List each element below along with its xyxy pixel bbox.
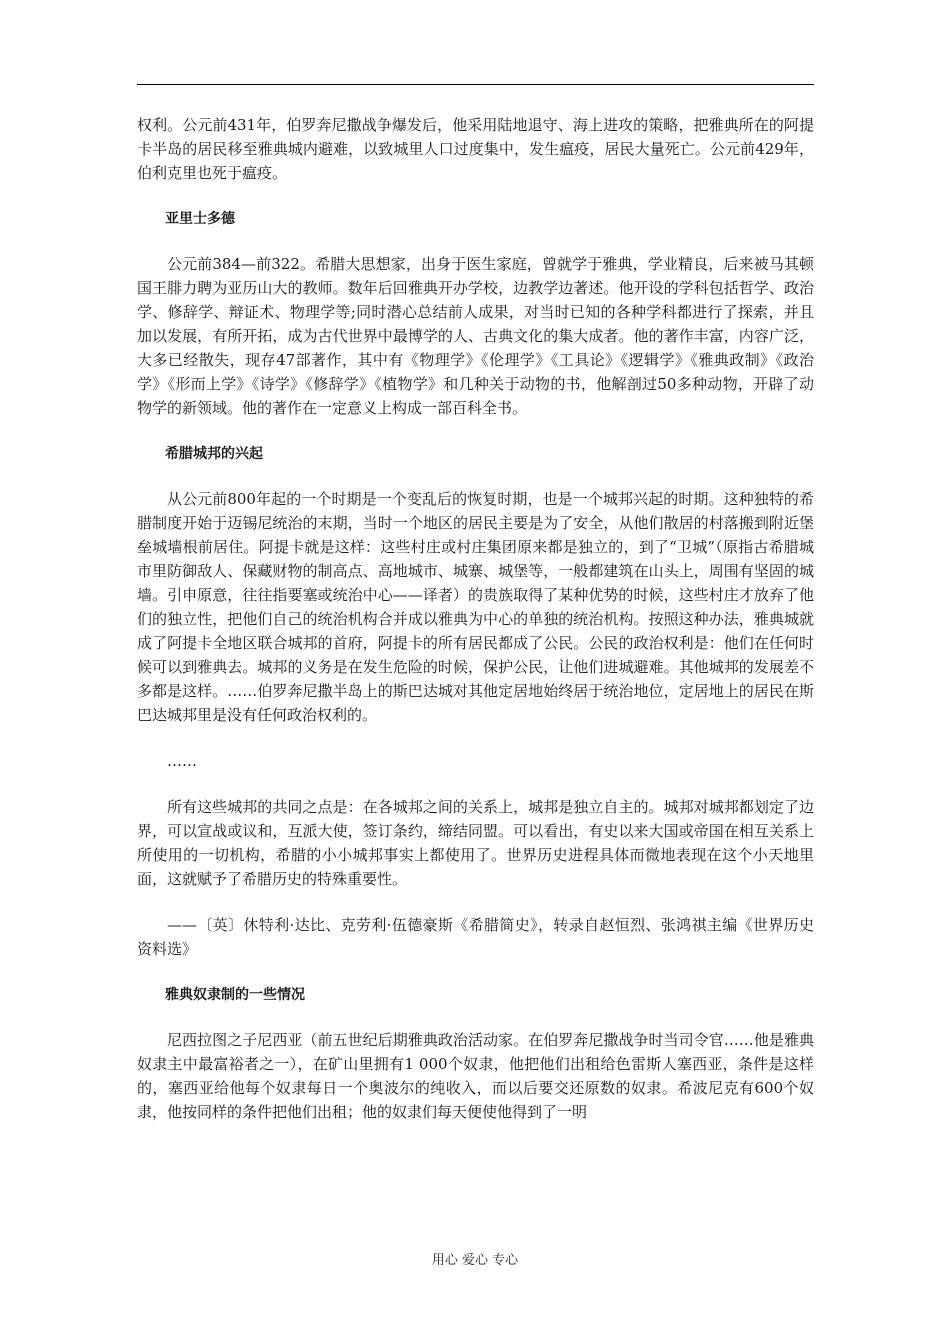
ellipsis-separator: …… [167, 752, 197, 770]
heading-city-states: 希腊城邦的兴起 [165, 446, 263, 462]
page-body [137, 113, 814, 1146]
paragraph-common-points: 所有这些城邦的共同之点是：在各城邦之间的关系上，城邦是独立自主的。城邦对城邦都划定了边界，可以宣战或议和，互派大使，签订条约，缔结同盟。可以看出，有史以来大国或帝国在相互关系上所使用的一切机构，希腊的小小城邦事实上都使用了。世界历史进程具体而微地表现在这个小天地里面，这就赋予了希腊历史的特殊重要性。 [137, 798, 814, 888]
paragraph-city-states: 从公元前800年起的一个时期是一个变乱后的恢复时期，也是一个城邦兴起的时期。这种独特的希腊制度开始于迈锡尼统治的末期，当时一个地区的居民主要是为了安全，从他们散居的村落搬到附近堡垒城墙根前居住。阿提卡就是这样：这些村庄或村庄集团原来都是独立的，到了“卫城”（原指古希腊城市里防御敌人、保藏财物的制高点、高地城市、城寨、城堡等，一般都建筑在山头上，周围有坚固的城墙。引申原意，往往指要塞或统治中心——译者）的贵族取得了某种优势的时候，这些村庄才放弃了他们的独立性，把他们自己的统治机构合并成以雅典为中心的单独的统治机构。按照这种办法，雅典城就成了阿提卡全地区联合城邦的首府，阿提卡的所有居民都成了公民。公民的政治权利是：他们在任何时候可以到雅典去。城邦的义务是在发生危险的时候，保护公民，让他们进城避难。其他城邦的发展差不多都是这样。……伯罗奔尼撒半岛上的斯巴达城对其他定居地始终居于统治地位，定居地上的居民在斯巴达城邦里是没有任何政治权利的。 [137, 490, 814, 724]
paragraph-slavery: 尼西拉图之子尼西亚（前五世纪后期雅典政治活动家。在伯罗奔尼撒战争时当司令官……他是雅典奴隶主中最富裕者之一），在矿山里拥有1 000个奴隶，他把他们出租给色雷斯人塞西亚，条件是这样的，塞西亚给他每个奴隶每日一个奥波尔的纯收入，而以后要交还原数的奴隶。希波尼克有600个奴隶，他按同样的条件把他们出租；他的奴隶们每天便使他得到了一明 [137, 1031, 814, 1121]
paragraph-citation: ——〔英〕休特利·达比、克劳利·伍德豪斯《希腊简史》，转录自赵恒烈、张鸿祺主编《世界历史资料选》 [137, 916, 814, 958]
header-rule [137, 84, 814, 85]
heading-slavery: 雅典奴隶制的一些情况 [165, 987, 305, 1003]
paragraph-aristotle: 公元前384—前322。希腊大思想家，出身于医生家庭，曾就学于雅典，学业精良，后来被马其顿国王腓力聘为亚历山大的教师。数年后回雅典开办学校，边教学边著述。他开设的学科包括哲学、政治学、修辞学、辩证术、物理学等;同时潜心总结前人成果，对当时已知的各种学科都进行了探索，并且加以发展，有所开拓，成为古代世界中最博学的人、古典文化的集大成者。他的著作丰富，内容广泛，大多已经散失，现存47部著作，其中有《物理学》《伦理学》《工具论》《逻辑学》《雅典政制》《政治学》《形而上学》《诗学》《修辞学》《植物学》和几种关于动物的书，他解剖过50多种动物，开辟了动物学的新领域。他的著作在一定意义上构成一部百科全书。 [137, 255, 814, 417]
page-footer: 用心 爱心 专心 [431, 1253, 519, 1268]
paragraph-pericles-end: 权利。公元前431年，伯罗奔尼撒战争爆发后，他采用陆地退守、海上进攻的策略，把雅典所在的阿提卡半岛的居民移至雅典城内避难，以致城里人口过度集中，发生瘟疫，居民大量死亡。公元前429年，伯利克里也死于瘟疫。 [137, 116, 814, 182]
heading-aristotle: 亚里士多德 [165, 211, 235, 227]
